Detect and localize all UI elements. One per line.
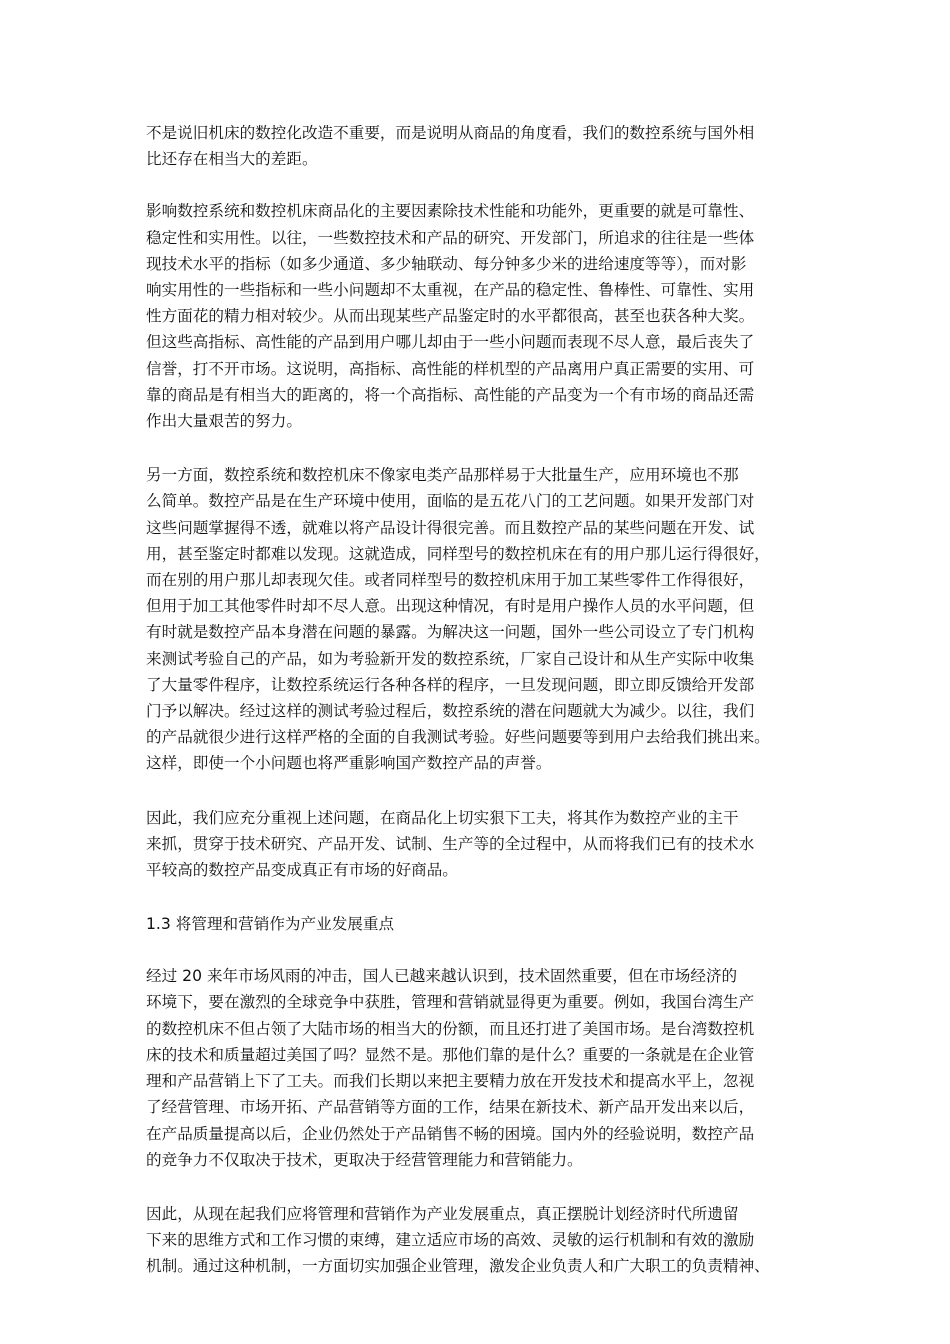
- text-line: 平较高的数控产品变成真正有市场的好商品。: [146, 861, 458, 880]
- text-line: 门予以解决。经过这样的测试考验过程后，数控系统的潜在问题就大为减少。以往，我们: [146, 702, 755, 721]
- text-line: 作出大量艰苦的努力。: [146, 412, 302, 431]
- document-page: [146, 120, 818, 1308]
- text-line: 的数控机床不但占领了大陆市场的相当大的份额，而且还打进了美国市场。是台湾数控机: [146, 1019, 755, 1038]
- text-line: 理和产品营销上下了工夫。而我们长期以来把主要精力放在开发技术和提高水平上，忽视: [146, 1072, 755, 1091]
- text-line: 因此，从现在起我们应将管理和营销作为产业发展重点，真正摆脱计划经济时代所遗留: [146, 1204, 739, 1223]
- text-line: 稳定性和实用性。以往，一些数控技术和产品的研究、开发部门，所追求的往往是一些体: [146, 228, 755, 247]
- text-line: 这些问题掌握得不透，就难以将产品设计得很完善。而且数控产品的某些问题在开发、试: [146, 518, 755, 537]
- text-line: 了大量零件程序，让数控系统运行各种各样的程序，一旦发现问题，即立即反馈给开发部: [146, 675, 755, 694]
- paragraph-4: [146, 805, 818, 884]
- text-line: 用，甚至鉴定时都难以发现。这就造成，同样型号的数控机床在有的用户那儿运行得很好，: [146, 544, 770, 563]
- text-line: 来抓，贯穿于技术研究、产品开发、试制、生产等的全过程中，从而将我们已有的技术水: [146, 834, 755, 853]
- text-line: 但用于加工其他零件时却不尽人意。出现这种情况，有时是用户操作人员的水平问题，但: [146, 597, 755, 616]
- text-line: 的竞争力不仅取决于技术，更取决于经营管理能力和营销能力。: [146, 1150, 583, 1169]
- text-line: 靠的商品是有相当大的距离的，将一个高指标、高性能的产品变为一个有市场的商品还需: [146, 385, 755, 404]
- text-line: 响实用性的一些指标和一些小问题却不太重视，在产品的稳定性、鲁棒性、可靠性、实用: [146, 281, 755, 300]
- text-line: 经过 20 来年市场风雨的冲击，国人已越来越认识到，技术固然重要，但在市场经济的: [146, 967, 738, 986]
- text-line: 不是说旧机床的数控化改造不重要，而是说明从商品的角度看，我们的数控系统与国外相: [146, 124, 755, 142]
- paragraph-2: [146, 198, 818, 434]
- text-line: 来测试考验自己的产品，如为考验新开发的数控系统，厂家自己设计和从生产实际中收集: [146, 649, 755, 668]
- text-line: 了经营管理、市场开拓、产品营销等方面的工作，结果在新技术、新产品开发出来以后，: [146, 1098, 755, 1117]
- text-line: 而在别的用户那儿却表现欠佳。或者同样型号的数控机床用于加工某些零件工作得很好，: [146, 571, 755, 590]
- text-line: 在产品质量提高以后，企业仍然处于产品销售不畅的困境。国内外的经验说明，数控产品: [146, 1124, 755, 1143]
- text-line: 有时就是数控产品本身潜在问题的暴露。为解决这一问题，国外一些公司设立了专门机构: [146, 623, 755, 642]
- text-line: 床的技术和质量超过美国了吗？显然不是。那他们靠的是什么？重要的一条就是在企业管: [146, 1045, 755, 1064]
- text-line: 下来的思维方式和工作习惯的束缚，建立适应市场的高效、灵敏的运行机制和有效的激励: [146, 1231, 755, 1250]
- text-line: 这样，即使一个小问题也将严重影响国产数控产品的声誉。: [146, 754, 552, 773]
- text-line: 机制。通过这种机制，一方面切实加强企业管理，激发企业负责人和广大职工的负责精神、: [146, 1257, 770, 1276]
- text-line: 比还存在相当大的差距。: [146, 150, 318, 169]
- text-line: 信誉，打不开市场。这说明，高指标、高性能的样机型的产品离用户真正需要的实用、可: [146, 359, 755, 378]
- paragraph-5: [146, 963, 818, 1173]
- paragraph-6: [146, 1201, 818, 1280]
- text-line: 环境下，要在激烈的全球竞争中获胜，管理和营销就显得更为重要。例如，我国台湾生产: [146, 993, 755, 1012]
- text-line: 但这些高指标、高性能的产品到用户哪儿却由于一些小问题而表现不尽人意，最后丧失了: [146, 333, 755, 352]
- text-line: 的产品就很少进行这样严格的全面的自我测试考验。好些问题要等到用户去给我们挑出来。: [146, 728, 770, 747]
- section-heading: 1.3 将管理和营销作为产业发展重点: [146, 915, 395, 934]
- text-line: 性方面花的精力相对较少。从而出现某些产品鉴定时的水平都很高，甚至也获各种大奖。: [146, 307, 755, 326]
- text-line: 影响数控系统和数控机床商品化的主要因素除技术性能和功能外，更重要的就是可靠性、: [146, 202, 755, 221]
- text-line: 因此，我们应充分重视上述问题，在商品化上切实狠下工夫，将其作为数控产业的主干: [146, 808, 739, 827]
- text-line: 现技术水平的指标（如多少通道、多少轴联动、每分钟多少米的进给速度等等），而对影: [146, 254, 747, 273]
- paragraph-3: [146, 462, 818, 776]
- paragraph-1: [146, 120, 818, 172]
- text-line: 么简单。数控产品是在生产环境中使用，面临的是五花八门的工艺问题。如果开发部门对: [146, 492, 755, 511]
- text-line: 另一方面，数控系统和数控机床不像家电类产品那样易于大批量生产，应用环境也不那: [146, 466, 739, 485]
